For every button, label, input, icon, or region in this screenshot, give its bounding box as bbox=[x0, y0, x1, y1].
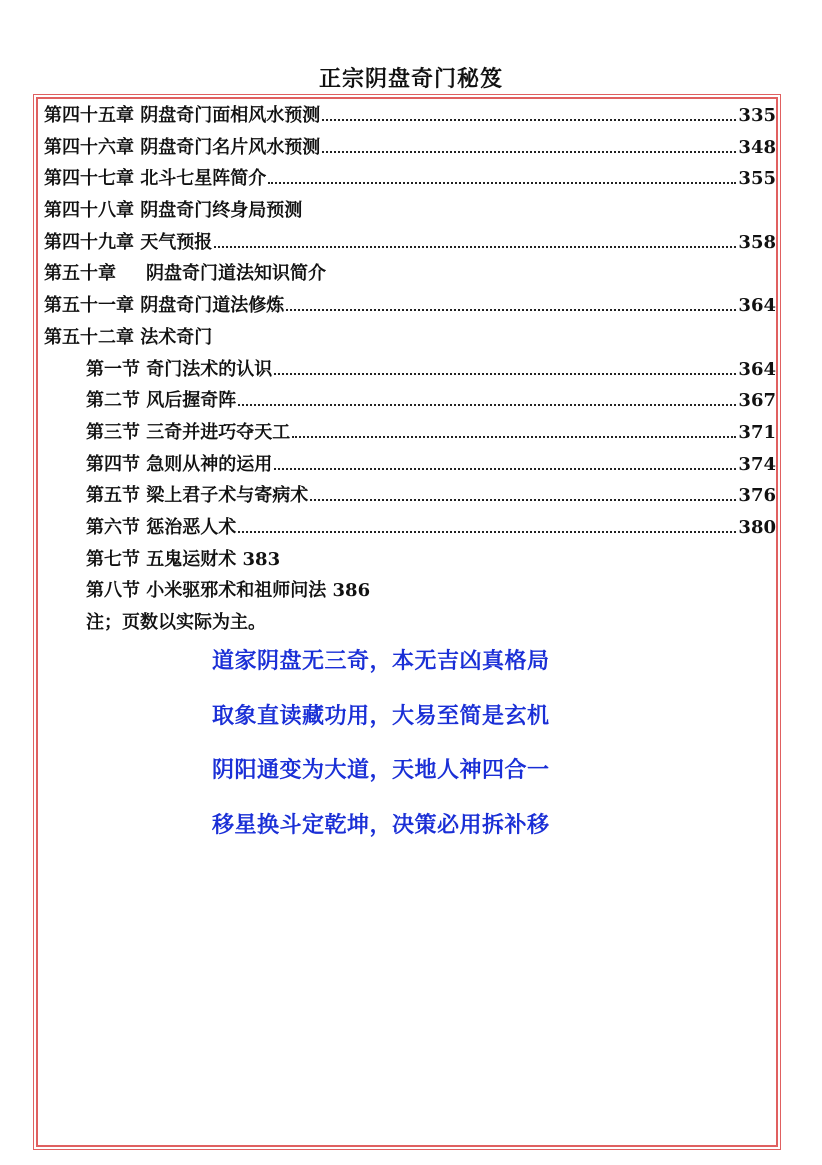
toc-section-row bbox=[44, 513, 776, 545]
toc-entry-label: 第八节 小米驱邪术和祖师问法 386 bbox=[86, 580, 371, 602]
toc-entry-label: 第四十六章 阴盘奇门名片风水预测 bbox=[44, 136, 321, 158]
toc-entry-label: 第六节 惩治恶人术 bbox=[86, 516, 237, 538]
toc-leader-dots bbox=[286, 309, 736, 311]
poem-line: 阴阳通变为大道，天地人神四合一 bbox=[212, 757, 550, 783]
toc-section-row bbox=[44, 576, 776, 608]
toc-entry-label: 第四十五章 阴盘奇门面相风水预测 bbox=[44, 105, 321, 126]
toc-entry-label: 第一节 奇门法术的认识 bbox=[86, 358, 273, 380]
toc-chapter-row bbox=[44, 323, 776, 355]
toc-chapter-row bbox=[44, 133, 776, 165]
toc-page-number: 364 bbox=[738, 358, 776, 380]
poem-line: 移星换斗定乾坤，决策必用拆补移 bbox=[212, 811, 550, 838]
toc-leader-dots bbox=[322, 151, 736, 153]
toc-page-number: 380 bbox=[738, 516, 776, 538]
toc-section-row bbox=[44, 545, 776, 577]
toc-leader-dots bbox=[268, 182, 736, 184]
toc-page-number: 355 bbox=[738, 168, 776, 190]
toc-page-number: 364 bbox=[738, 295, 776, 317]
toc-entry-label: 第四十九章 天气预报 bbox=[44, 231, 213, 253]
toc-leader-dots bbox=[238, 404, 736, 406]
toc-entry-label: 第五节 梁上君子术与寄病术 bbox=[86, 485, 309, 507]
toc-leader-dots bbox=[274, 468, 736, 470]
toc-section-row bbox=[44, 355, 776, 387]
poem-line: 道家阴盘无三奇，本无吉凶真格局 bbox=[212, 648, 550, 674]
toc-page-number: 376 bbox=[738, 485, 776, 507]
toc-entry-label-secondary: 阴盘奇门道法知识简介 bbox=[146, 263, 326, 285]
toc-chapter-row bbox=[44, 196, 776, 228]
toc-page-number: 374 bbox=[738, 453, 776, 475]
toc-leader-dots bbox=[274, 373, 736, 375]
toc-page-number: 358 bbox=[738, 231, 776, 253]
toc-entry-label: 第五十一章 阴盘奇门道法修炼 bbox=[44, 295, 285, 317]
page-title: 正宗阴盘奇门秘笈 bbox=[318, 66, 503, 92]
toc-leader-dots bbox=[310, 499, 736, 501]
toc-entry-label: 第七节 五鬼运财术 383 bbox=[86, 548, 281, 570]
toc-section-row bbox=[44, 481, 776, 513]
toc-entry-label: 注；页数以实际为主。 bbox=[86, 612, 266, 633]
table-of-contents bbox=[44, 101, 776, 640]
toc-leader-dots bbox=[322, 119, 736, 121]
toc-chapter-row bbox=[44, 291, 776, 323]
toc-entry-label: 第三节 三奇并进巧夺天工 bbox=[86, 421, 291, 443]
toc-leader-dots bbox=[214, 246, 736, 248]
toc-leader-dots bbox=[238, 531, 736, 533]
toc-entry-label: 第四十七章 北斗七星阵简介 bbox=[44, 168, 267, 190]
toc-entry-label: 第五十章 bbox=[44, 263, 116, 285]
toc-chapter-row bbox=[44, 259, 776, 291]
toc-page-number: 348 bbox=[738, 136, 776, 158]
toc-section-row bbox=[44, 386, 776, 418]
toc-entry-label: 第二节 风后握奇阵 bbox=[86, 390, 237, 412]
toc-section-row bbox=[44, 450, 776, 482]
toc-entry-label: 第五十二章 法术奇门 bbox=[44, 326, 213, 348]
poem-block bbox=[212, 646, 712, 864]
toc-leader-dots bbox=[292, 436, 736, 438]
toc-page-number: 367 bbox=[738, 390, 776, 412]
toc-chapter-row bbox=[44, 164, 776, 196]
toc-section-row bbox=[44, 418, 776, 450]
toc-chapter-row bbox=[44, 101, 776, 133]
poem-line: 取象直读藏功用，大易至简是玄机 bbox=[212, 702, 550, 729]
toc-entry-label: 第四十八章 阴盘奇门终身局预测 bbox=[44, 200, 303, 222]
toc-entry-label: 第四节 急则从神的运用 bbox=[86, 453, 273, 475]
toc-section-row bbox=[44, 608, 776, 640]
toc-chapter-row bbox=[44, 228, 776, 260]
toc-page-number: 335 bbox=[738, 105, 776, 126]
toc-page-number: 371 bbox=[738, 421, 776, 443]
